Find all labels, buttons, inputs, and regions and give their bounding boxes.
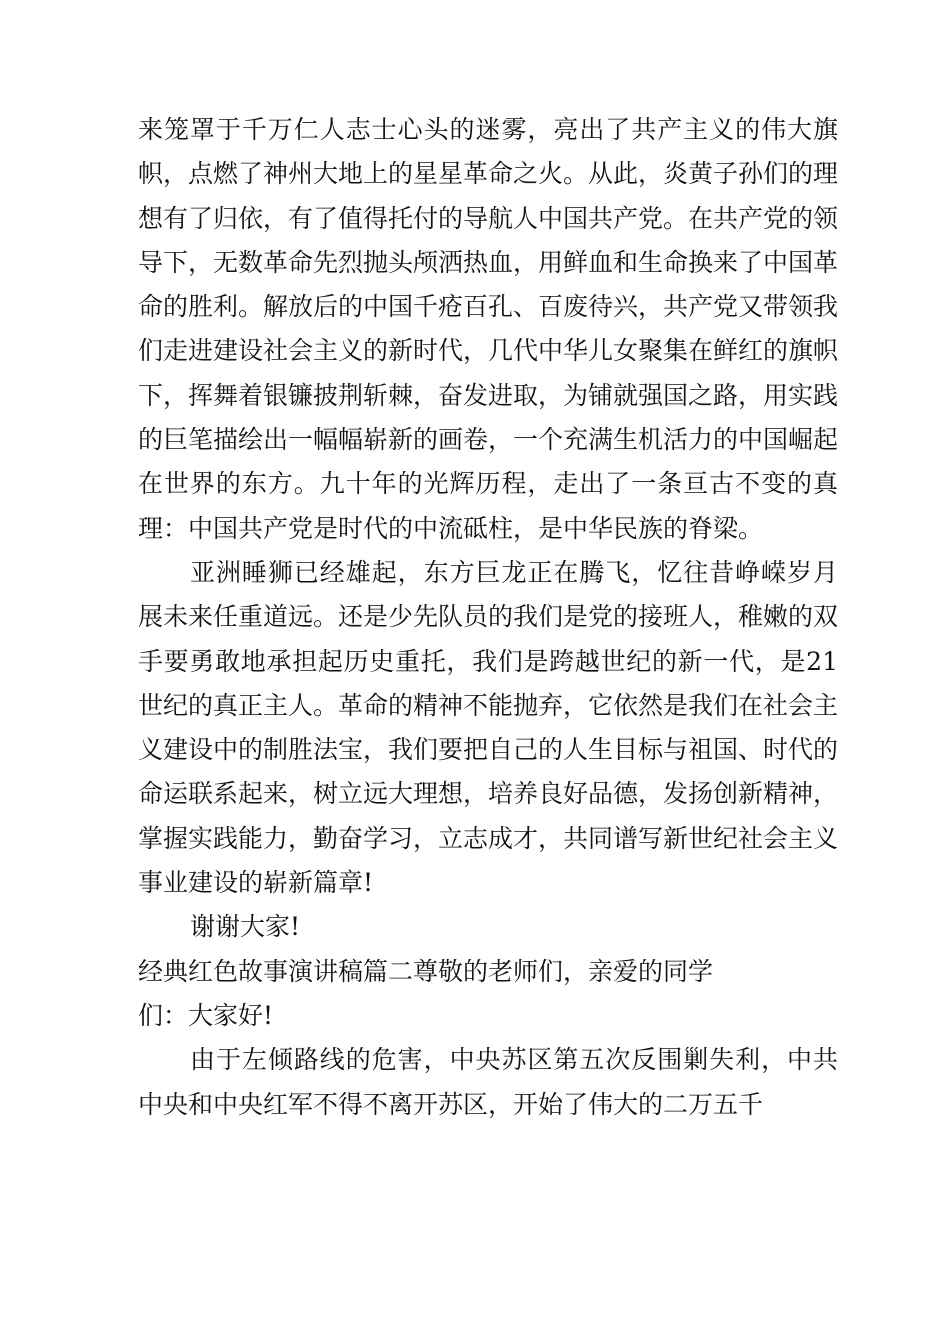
- paragraph-3: 谢谢大家!: [190, 912, 301, 942]
- paragraph-2: 亚洲睡狮已经雄起，东方巨龙正在腾飞，忆往昔峥嵘岁月展未来任重道远。还是少先队员的我们是党的接班人，稚嫩的双手要勇敢地承担起历史重托，我们是跨越世纪的新一代，是21世纪的真正主人。革命的精神不能抛弃，它依然是我们在社会主义建设中的制胜法宝，我们要把自己的人生目标与祖国、时代的命运联系起来，树立远大理想，培养良好品德，发扬创新精神，掌握实践能力，勤奋学习，立志成才，共同谱写新世纪社会主义事业建设的崭新篇章!: [138, 557, 839, 898]
- paragraph-1: 来笼罩于千万仁人志士心头的迷雾，亮出了共产主义的伟大旗帜，点燃了神州大地上的星星革命之火。从此，炎黄子孙们的理想有了归依，有了值得托付的导航人中国共产党。在共产党的领导下，无数革命先烈抛头颅洒热血，用鲜血和生命换来了中国革命的胜利。解放后的中国千疮百孔、百废待兴，共产党又带领我们走进建设社会主义的新时代，几代中华儿女聚集在鲜红的旗帜下，挥舞着银镰披荆斩棘，奋发进取，为铺就强国之路，用实践的巨笔描绘出一幅幅崭新的画卷，一个充满生机活力的中国崛起在世界的东方。九十年的光辉历程，走出了一条亘古不变的真理：中国共产党是时代的中流砥柱，是中华民族的脊梁。: [138, 115, 839, 543]
- paragraph-4: 经典红色故事演讲稿篇二尊敬的老师们，亲爱的同学: [138, 956, 714, 986]
- paragraph-5: 们：大家好!: [138, 1000, 274, 1030]
- document-body: [138, 108, 838, 1127]
- paragraph-6: 由于左倾路线的危害，中央苏区第五次反围剿失利，中共中央和中央红军不得不离开苏区，开始了伟大的二万五千: [138, 1045, 838, 1119]
